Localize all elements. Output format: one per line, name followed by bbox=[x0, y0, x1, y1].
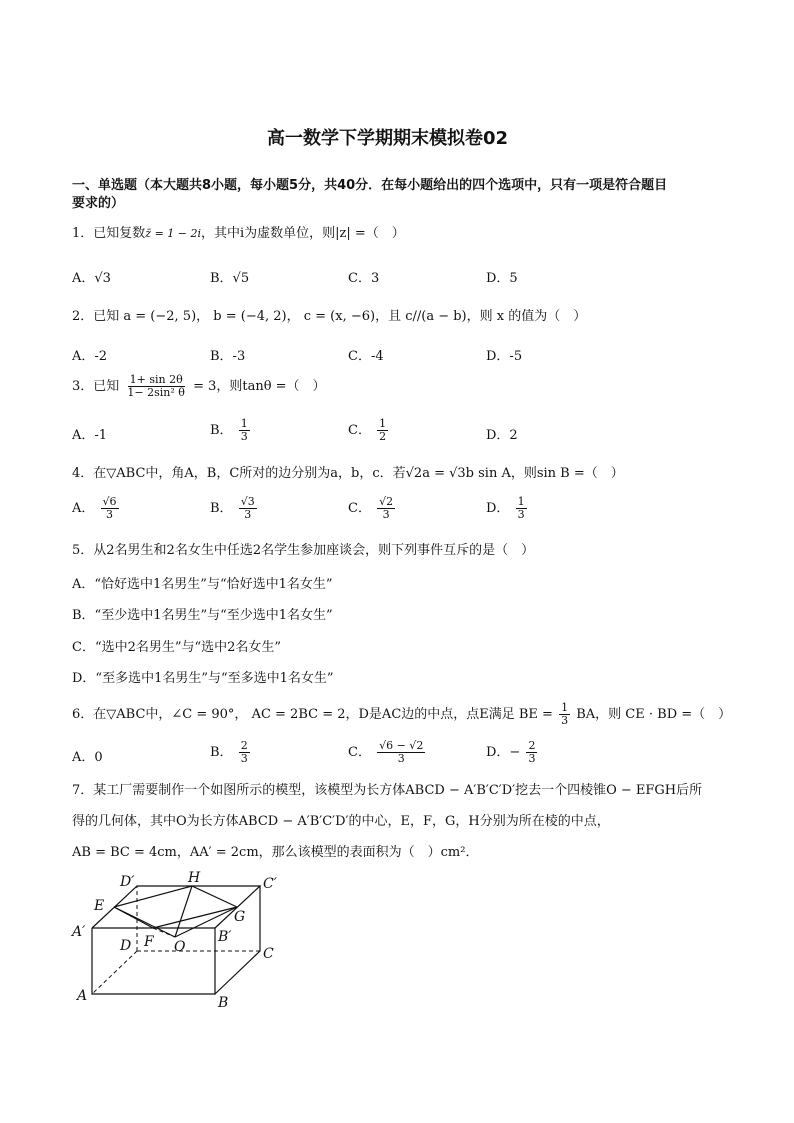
q6-stem-b: BA，则 CE · BD =（ ） bbox=[576, 707, 732, 722]
q2-option-d: D．-5 bbox=[486, 349, 523, 364]
q2-option-c: C．-4 bbox=[348, 349, 384, 364]
label-C-prime: C′ bbox=[263, 876, 277, 892]
q4-optc-num: √2 bbox=[379, 495, 394, 508]
section-header: 一、单选题（本大题共8小题，每小题5分，共40分．在每小题给出的四个选项中，只有一项是符合题目 bbox=[72, 178, 668, 193]
q4-option-a-label: A． bbox=[72, 501, 95, 516]
q3-optc-num: 1 bbox=[379, 417, 387, 430]
question-6 bbox=[72, 702, 731, 727]
edge-F-G bbox=[153, 907, 237, 928]
q5-option-a: A．“恰好选中1名男生”与“恰好选中1名女生” bbox=[72, 577, 333, 592]
q3-option-b-frac bbox=[239, 418, 250, 443]
q3-optc-den: 2 bbox=[379, 430, 387, 443]
label-C: C bbox=[263, 946, 274, 962]
label-D-prime: D′ bbox=[120, 874, 135, 890]
q4-option-d-label: D． bbox=[486, 501, 510, 516]
q6-option-d-label: D．− bbox=[486, 745, 521, 760]
q6-optc-num: √6 − √2 bbox=[379, 739, 424, 752]
q6-option-d-frac bbox=[526, 740, 537, 765]
q3-option-c bbox=[348, 418, 390, 443]
q1-option-c: C．3 bbox=[348, 271, 380, 286]
q3-option-b-label: B． bbox=[210, 423, 233, 438]
q3-option-d: D．2 bbox=[486, 428, 518, 443]
edge-E-O bbox=[114, 907, 175, 937]
q6-option-a: A．0 bbox=[72, 750, 103, 765]
label-O: O bbox=[174, 939, 186, 955]
q4-option-a-frac bbox=[101, 496, 119, 521]
label-B: B bbox=[218, 995, 229, 1011]
label-B-prime: B′ bbox=[218, 929, 232, 945]
q6-option-b-frac bbox=[239, 740, 250, 765]
q3-option-c-label: C． bbox=[348, 423, 371, 438]
question-1 bbox=[72, 224, 405, 244]
q4-optb-den: 3 bbox=[244, 508, 252, 521]
q3-frac-den: 1− 2sin² θ bbox=[127, 386, 185, 399]
q3-optb-den: 3 bbox=[240, 430, 248, 443]
q3-option-b bbox=[210, 418, 252, 443]
q4-opta-den: 3 bbox=[106, 508, 114, 521]
question-5: 5．从2名男生和2名女生中任选2名学生参加座谈会，则下列事件互斥的是（ ） bbox=[72, 543, 535, 558]
q6-option-c-frac bbox=[377, 740, 425, 765]
q1-stem-b: ，其中i为虚数单位，则|z| =（ ） bbox=[201, 226, 405, 241]
cuboid-figure bbox=[60, 866, 300, 1016]
q1-stem-a: 1．已知复数 bbox=[72, 226, 146, 241]
q5-option-b: B．“至少选中1名男生”与“至少选中1名女生” bbox=[72, 608, 333, 623]
question-7-line-3: AB = BC = 4cm，AA′ = 2cm，那么该模型的表面积为（ ）cm²． bbox=[72, 845, 479, 860]
question-7-line-2: 得的几何体，其中O为长方体ABCD − A′B′C′D′的中心，E，F，G，H分别为所在棱的中点， bbox=[72, 814, 610, 829]
question-2: 2．已知 a = (−2, 5)， b = (−4, 2)， c = (x, −6)，且 c//(a − b)，则 x 的值为（ ） bbox=[72, 309, 587, 324]
q1-option-b: B．√5 bbox=[210, 271, 250, 286]
edge-H-G bbox=[192, 886, 237, 907]
q4-optb-num: √3 bbox=[240, 495, 255, 508]
label-E: E bbox=[94, 898, 105, 914]
question-3 bbox=[72, 374, 326, 399]
q3-option-c-frac bbox=[377, 418, 388, 443]
q6-stem-a: 6．在▽ABC中，∠C = 90°， AC = 2BC = 2，D是AC边的中点，点E满足 BE = bbox=[72, 707, 553, 722]
label-A: A bbox=[77, 988, 88, 1004]
q6-stem-frac bbox=[559, 702, 570, 727]
q4-optc-den: 3 bbox=[382, 508, 390, 521]
label-F: F bbox=[144, 934, 154, 950]
q6-optc-den: 3 bbox=[397, 752, 405, 765]
q2-option-b: B．-3 bbox=[210, 349, 246, 364]
q6-option-d bbox=[486, 740, 539, 765]
q6-option-b bbox=[210, 740, 252, 765]
q6-option-b-label: B． bbox=[210, 745, 233, 760]
q3-frac-num: 1+ sin 2θ bbox=[129, 373, 183, 386]
q2-option-a: A．-2 bbox=[72, 349, 108, 364]
q6-optd-num: 2 bbox=[528, 739, 536, 752]
label-H: H bbox=[188, 870, 201, 886]
q3-stem-b: = 3，则tanθ =（ ） bbox=[193, 379, 326, 394]
q4-optd-num: 1 bbox=[517, 495, 525, 508]
q4-optd-den: 3 bbox=[517, 508, 525, 521]
q1-option-d: D．5 bbox=[486, 271, 518, 286]
q4-option-c-frac bbox=[377, 496, 395, 521]
hidden-D-A bbox=[92, 951, 137, 994]
paper-title: 高一数学下学期期末模拟卷02 bbox=[267, 128, 509, 149]
q5-option-d: D．“至多选中1名男生”与“至多选中1名女生” bbox=[72, 671, 334, 686]
q4-option-c-label: C． bbox=[348, 501, 371, 516]
q6-optb-num: 2 bbox=[240, 739, 248, 752]
q5-option-c: C．“选中2名男生”与“选中2名女生” bbox=[72, 640, 282, 655]
q3-fraction bbox=[125, 374, 187, 399]
q3-option-a: A．-1 bbox=[72, 428, 108, 443]
q4-option-d-frac bbox=[516, 496, 527, 521]
q1-option-a: A．√3 bbox=[72, 271, 111, 286]
q3-optb-num: 1 bbox=[240, 417, 248, 430]
q4-option-b-label: B． bbox=[210, 501, 233, 516]
section-header-cont: 要求的） bbox=[72, 196, 125, 211]
q1-expr: z̄ = 1 − 2i bbox=[145, 227, 202, 240]
q6-optd-den: 3 bbox=[528, 752, 536, 765]
q3-stem-a: 3．已知 bbox=[72, 379, 120, 394]
label-G: G bbox=[234, 909, 246, 925]
q4-option-c bbox=[348, 496, 397, 521]
q4-option-d bbox=[486, 496, 529, 521]
label-A-prime: A′ bbox=[72, 924, 86, 940]
q6-option-c bbox=[348, 740, 427, 765]
label-D: D bbox=[120, 938, 132, 954]
q4-option-b bbox=[210, 496, 259, 521]
question-7-line-1: 7．某工厂需要制作一个如图所示的模型，该模型为长方体ABCD − A′B′C′D′挖去一个四棱锥O − EFGH后所 bbox=[72, 783, 703, 798]
q4-opta-num: √6 bbox=[102, 495, 117, 508]
q6-stem-frac-num: 1 bbox=[561, 701, 569, 714]
q4-option-b-frac bbox=[239, 496, 257, 521]
q6-optb-den: 3 bbox=[240, 752, 248, 765]
q6-option-c-label: C． bbox=[348, 745, 371, 760]
question-4: 4．在▽ABC中，角A，B，C所对的边分别为a，b，c．若√2a = √3b sin A，则sin B =（ ） bbox=[72, 466, 624, 481]
q6-stem-frac-den: 3 bbox=[561, 714, 569, 727]
q4-option-a bbox=[72, 496, 121, 521]
